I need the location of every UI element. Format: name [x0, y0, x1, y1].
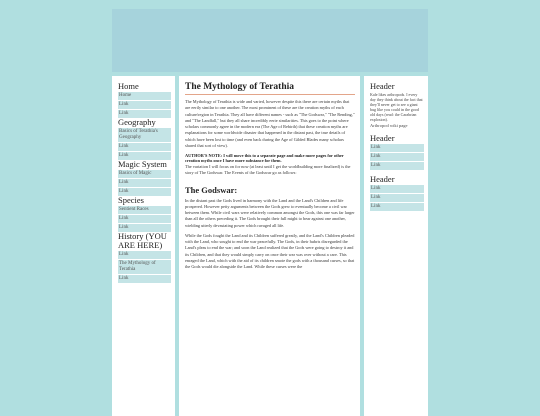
nav-link[interactable]: Link: [118, 215, 171, 223]
page-banner: [112, 9, 428, 72]
page-title: The Mythology of Terathia: [185, 82, 355, 95]
nav-link[interactable]: Link: [118, 110, 171, 118]
arthropod-wiki-link[interactable]: Arthropod wiki page: [370, 123, 408, 128]
nav-link[interactable]: Link: [118, 188, 171, 196]
godswar-heading: The Godswar:: [185, 184, 238, 195]
sidebar-link[interactable]: Link: [370, 153, 424, 161]
nav-section-home: [118, 82, 171, 118]
nav-section-species: [118, 196, 171, 232]
left-sidebar: [112, 76, 175, 416]
nav-link-home[interactable]: Home: [118, 92, 171, 100]
nav-heading-species: Species: [118, 195, 144, 205]
intro-paragraph: The Mythology of Terathia is wide and varied, however despite this there are certain myths that are eerily similar to one another. The most prominent of these are the creation myths of each culture/region in Terathia. They all have different names - such as "The Godswar," "The Rending," and "The Landfall," but they all share incredibly eerie similarities. This goes to the point where scholars commonly agree in the modern era (The Age of Rebirth) that these creation myths are explanations for some worldwide disaster that happened in the distant past, the true details of which have been lost to time (and even back during the Age of Gilded Blades many scholars shared that sort of view).: [185, 99, 355, 148]
sidebar-box-arthropods: [370, 82, 424, 129]
main-content: [179, 76, 360, 416]
sidebar-heading: Header: [370, 81, 395, 91]
sidebar-heading: Header: [370, 133, 395, 143]
right-sidebar: [364, 76, 428, 416]
nav-section-history: [118, 232, 171, 283]
sidebar-link[interactable]: Link: [370, 185, 424, 193]
sidebar-box-links-1: [370, 134, 424, 170]
sidebar-link[interactable]: Link: [370, 194, 424, 202]
sidebar-link[interactable]: Link: [370, 162, 424, 170]
sidebar-heading: Header: [370, 174, 395, 184]
nav-link-sentient-races[interactable]: Sentient Races: [118, 206, 171, 214]
nav-link[interactable]: Link: [118, 143, 171, 151]
godswar-paragraph-1: In the distant past the Gods lived in harmony with the Land and the Land's Children and life prospered. However petty arguments between the Gods grew to eventually become a civil war between them. While civil wars were relatively common amongst the Gods, this one was far larger than all the others preceding it. The Gods brought their full might to bear against one another, wielding utterly devastating power which ravaged all life.: [185, 197, 355, 228]
variation-paragraph: The variation I will focus on for now (at least until I get the worldbuilding more finalized) is the story of The Godswar. The Events of the Godswar go as follows:: [185, 164, 351, 176]
nav-section-geography: [118, 118, 171, 160]
nav-link-magic-basics[interactable]: Basics of Magic: [118, 170, 171, 178]
nav-link[interactable]: Link: [118, 251, 171, 259]
nav-link[interactable]: Link: [118, 179, 171, 187]
nav-heading-history: History (YOU ARE HERE): [118, 231, 167, 250]
nav-section-magic: [118, 160, 171, 196]
nav-heading-home: Home: [118, 81, 139, 91]
nav-link-geography-basics[interactable]: Basics of Terathia's Geography: [118, 128, 171, 142]
nav-heading-geography: Geography: [118, 117, 156, 127]
nav-link[interactable]: Link: [118, 224, 171, 232]
sidebar-link[interactable]: Link: [370, 203, 424, 211]
sidebar-text: Kale likes arthropods. I every day they think about the fact that they'll never get to see a giant bug like you could in the good old days (read: the Carabrian explosion).: [370, 92, 423, 122]
nav-link[interactable]: Link: [118, 152, 171, 160]
nav-link-mythology[interactable]: The Mythology of Terathia: [118, 260, 171, 274]
authors-note: AUTHOR'S NOTE: I will move this to a separate page and make more pages for other creation myths once I have more substance for them.: [185, 153, 344, 163]
sidebar-link[interactable]: Link: [370, 144, 424, 152]
nav-link[interactable]: Link: [118, 101, 171, 109]
godswar-paragraph-2: While the Gods fought the Land and its Children suffered greatly, and the Land's Children pleaded with the Land, who sought to end the war peacefully. The Gods, in their hubris disregarded the Land's pleas to end the war; and soon the Land realized that the Gods were going to destroy it and its Children, and that they would simply carry on once their war was over without a care. This enraged the Land, which with the aid of its children smote the gods with a thousand curses, so that the Gods would die alongside the Land. While these curses were the: [185, 232, 355, 269]
sidebar-box-links-2: [370, 175, 424, 211]
nav-heading-magic-system: Magic System: [118, 159, 167, 169]
nav-link[interactable]: Link: [118, 275, 171, 283]
